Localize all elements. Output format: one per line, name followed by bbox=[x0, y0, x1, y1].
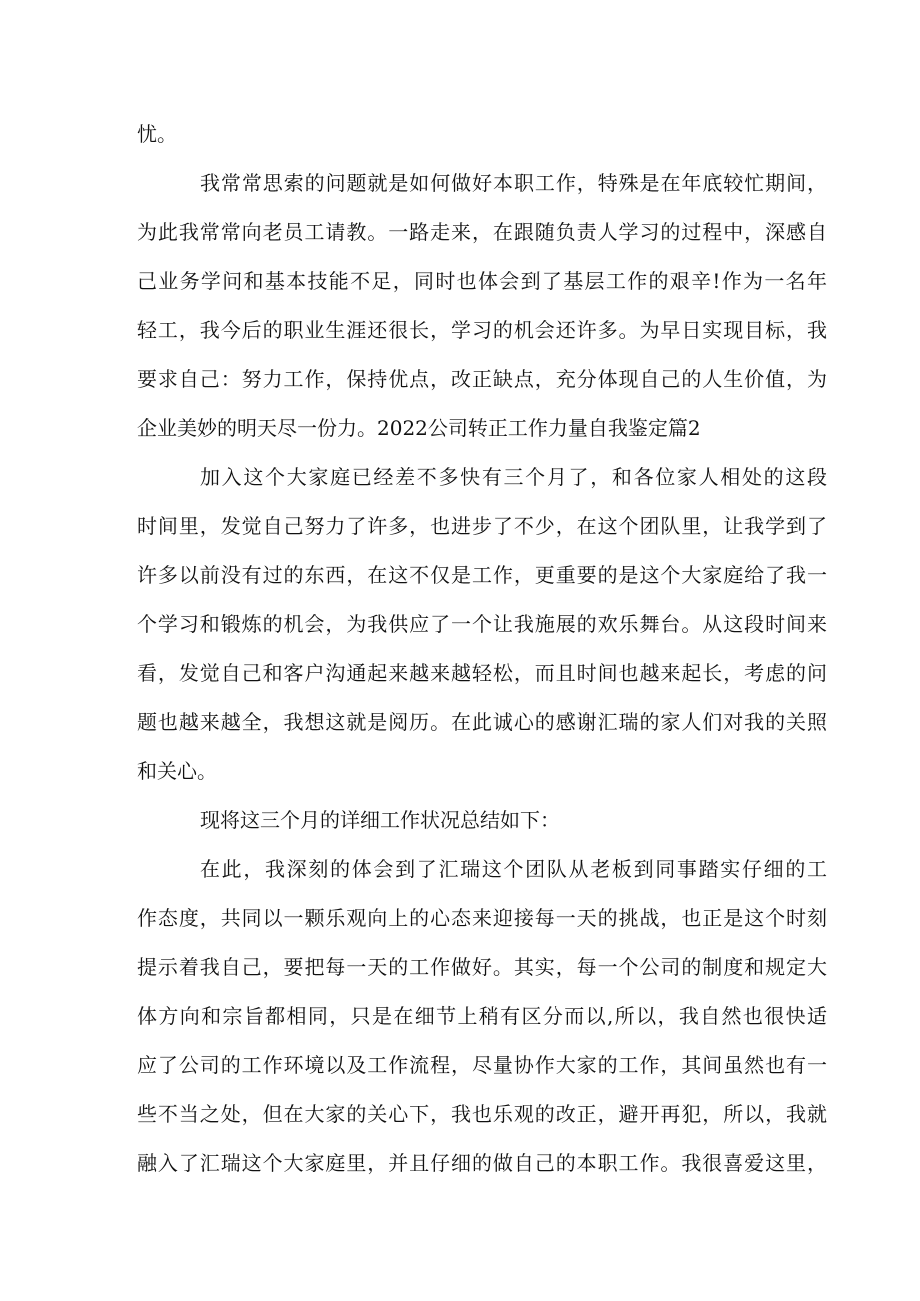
text-line: 题也越来越全，我想这就是阅历。在此诚心的感谢汇瑞的家人们对我的关照 bbox=[137, 710, 827, 734]
text-line: 个学习和锻炼的机会，为我供应了一个让我施展的欢乐舞台。从这段时间来 bbox=[137, 612, 827, 636]
text-line: 己业务学问和基本技能不足，同时也体会到了基层工作的艰辛!作为一名年 bbox=[137, 269, 827, 293]
text-line: 些不当之处，但在大家的关心下，我也乐观的改正，避开再犯，所以，我就 bbox=[137, 1102, 827, 1126]
text-line: 看，发觉自己和客户沟通起来越来越轻松，而且时间也越来起长，考虑的问 bbox=[137, 661, 827, 685]
text-line: 许多以前没有过的东西，在这不仅是工作，更重要的是这个大家庭给了我一 bbox=[137, 563, 827, 587]
text-line: 融入了汇瑞这个大家庭里，并且仔细的做自己的本职工作。我很喜爱这里， bbox=[137, 1151, 827, 1175]
text-line: 现将这三个月的详细工作状况总结如下： bbox=[200, 808, 560, 832]
text-line: 忧。 bbox=[137, 122, 177, 146]
text-line: 为此我常常向老员工请教。一路走来，在跟随负责人学习的过程中，深感自 bbox=[137, 220, 827, 244]
text-line: 和关心。 bbox=[137, 759, 217, 783]
text-line: 提示着我自己，要把每一天的工作做好。其实，每一个公司的制度和规定大 bbox=[137, 955, 827, 979]
text-line: 我常常思索的问题就是如何做好本职工作，特殊是在年底较忙期间， bbox=[200, 171, 827, 195]
text-line: 企业美妙的明天尽一份力。2022公司转正工作力量自我鉴定篇2 bbox=[137, 416, 701, 440]
text-line: 体方向和宗旨都相同，只是在细节上稍有区分而以,所以，我自然也很快适 bbox=[137, 1004, 827, 1028]
text-line: 加入这个大家庭已经差不多快有三个月了，和各位家人相处的这段 bbox=[200, 465, 827, 489]
text-line: 应了公司的工作环境以及工作流程，尽量协作大家的工作，其间虽然也有一 bbox=[137, 1053, 827, 1077]
text-line: 轻工，我今后的职业生涯还很长，学习的机会还许多。为早日实现目标，我 bbox=[137, 318, 827, 342]
text-line: 要求自己：努力工作，保持优点，改正缺点，充分体现自己的人生价值，为 bbox=[137, 367, 827, 391]
text-line: 时间里，发觉自己努力了许多，也进步了不少，在这个团队里，让我学到了 bbox=[137, 514, 827, 538]
text-line: 在此，我深刻的体会到了汇瑞这个团队从老板到同事踏实仔细的工 bbox=[200, 857, 827, 881]
text-line: 作态度，共同以一颗乐观向上的心态来迎接每一天的挑战，也正是这个时刻 bbox=[137, 906, 827, 930]
